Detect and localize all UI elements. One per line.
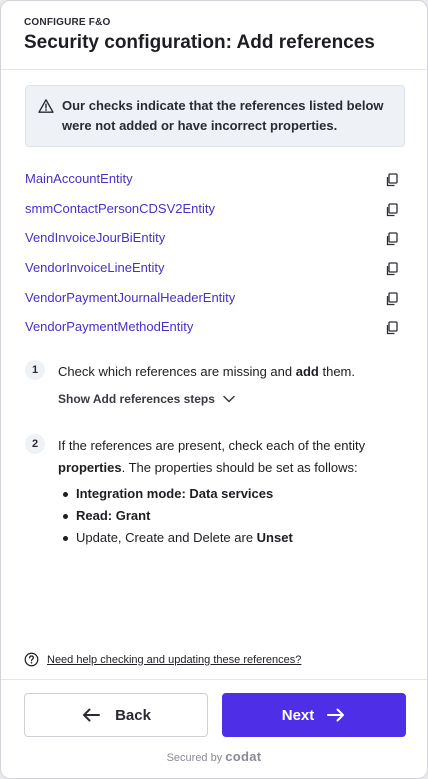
reference-link[interactable]: MainAccountEntity	[25, 171, 133, 186]
step-text	[58, 435, 406, 549]
property-unset-value: Unset	[256, 530, 293, 545]
copy-icon[interactable]	[385, 262, 399, 276]
show-steps-toggle[interactable]	[58, 392, 235, 406]
page-title: Security configuration: Add references	[24, 32, 375, 53]
chevron-down-icon	[223, 395, 235, 403]
list-item	[76, 505, 406, 527]
list-item	[76, 483, 406, 505]
reference-link[interactable]: VendorPaymentMethodEntity	[25, 319, 194, 335]
property-list	[58, 483, 406, 549]
list-item	[25, 167, 403, 197]
step-text-part: Check which references are missing and	[58, 364, 296, 379]
reference-link[interactable]: smmContactPersonCDSV2Entity	[25, 200, 216, 216]
step-text	[58, 361, 406, 383]
dialog-eyebrow: CONFIGURE F&O	[24, 17, 111, 28]
list-item	[25, 197, 403, 227]
question-circle-icon	[24, 652, 39, 667]
next-button-label: Next	[281, 706, 315, 724]
step-number: 1	[25, 360, 45, 380]
next-button[interactable]	[222, 693, 406, 737]
step-text-bold: properties	[58, 460, 122, 475]
property-update-create-delete: Update, Create and Delete are	[76, 530, 257, 545]
list-item	[25, 256, 403, 286]
alert-message: Our checks indicate that the references listed below were not added or have incorrect properties.	[62, 98, 384, 133]
list-item	[76, 527, 406, 549]
list-item	[25, 315, 403, 345]
step-text-part: If the references are present, check each of the entity	[58, 438, 366, 453]
reference-link[interactable]: VendorPaymentJournalHeaderEntity	[25, 289, 236, 305]
step-text-bold: add	[295, 364, 319, 379]
reference-link[interactable]: VendorInvoiceLineEntity	[25, 260, 165, 276]
toggle-label: Show Add references steps	[58, 392, 215, 406]
list-item	[25, 226, 403, 256]
warning-alert	[25, 85, 405, 147]
arrow-left-icon	[81, 707, 101, 723]
reference-list	[25, 167, 403, 345]
copy-icon[interactable]	[385, 232, 399, 246]
copy-icon[interactable]	[385, 173, 399, 187]
step-number: 2	[25, 434, 45, 454]
back-button-label: Back	[115, 706, 151, 724]
step-1	[25, 360, 405, 420]
dialog-footer	[1, 679, 427, 779]
property-read: Read: Grant	[76, 508, 151, 523]
arrow-right-icon	[326, 707, 346, 723]
step-text-part: them.	[318, 364, 355, 379]
property-integration-mode: Integration mode: Data services	[76, 486, 274, 501]
secured-by-footer	[1, 749, 427, 764]
help-link[interactable]: Need help checking and updating these references?	[47, 653, 302, 666]
secured-by-text: Secured by	[166, 752, 223, 764]
reference-link[interactable]: VendInvoiceJourBiEntity	[25, 230, 166, 246]
warning-icon	[38, 98, 54, 114]
help-row	[24, 652, 301, 667]
copy-icon[interactable]	[385, 321, 399, 335]
step-text-part: . The properties should be set as follows:	[121, 460, 358, 475]
copy-icon[interactable]	[385, 292, 399, 306]
copy-icon[interactable]	[385, 203, 399, 217]
step-2	[25, 434, 405, 554]
back-button[interactable]	[24, 693, 208, 737]
list-item	[25, 286, 403, 316]
codat-logo: codat	[225, 749, 262, 764]
dialog-header	[1, 1, 427, 70]
